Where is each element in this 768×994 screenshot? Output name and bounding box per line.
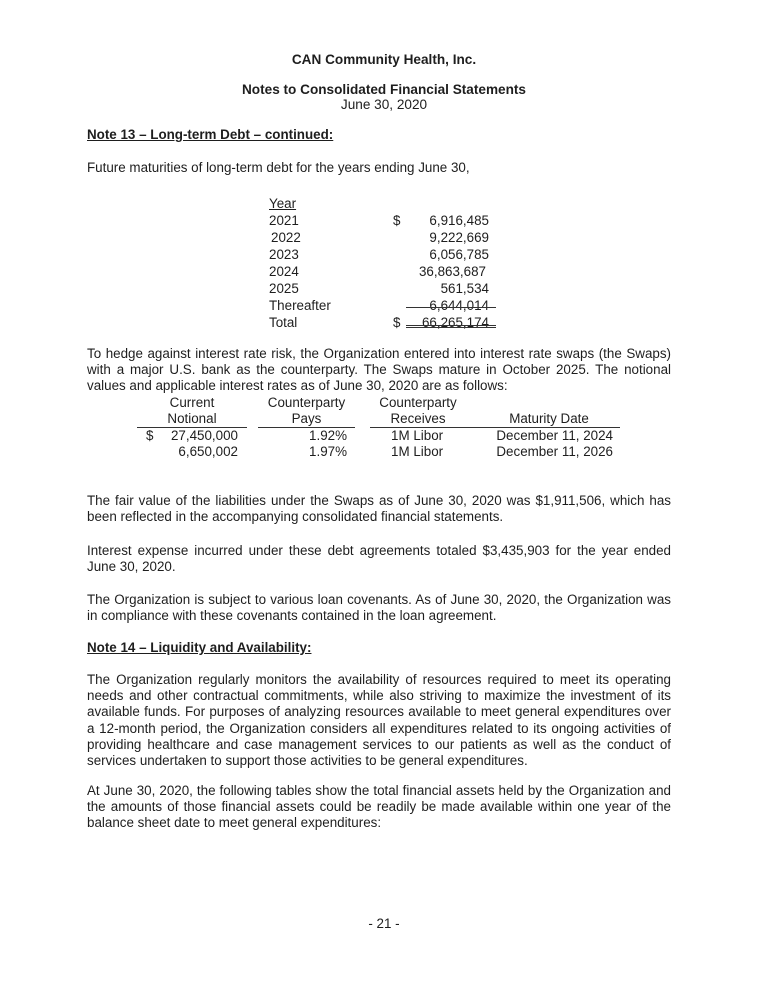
currency-symbol: $: [393, 315, 401, 330]
year-label: 2021: [269, 213, 299, 228]
amount: 561,534: [440, 281, 489, 296]
header-line: Receives: [390, 411, 446, 426]
amount: 6,916,485: [429, 213, 489, 228]
year-label: 2022: [271, 230, 301, 245]
header-line: Current: [169, 395, 215, 410]
maturities-table: [269, 195, 499, 331]
receives-value: 1M Libor: [391, 444, 444, 459]
table-row: [269, 280, 499, 297]
page-number: - 21 -: [368, 916, 400, 931]
notional-value: 6,650,002: [178, 444, 238, 459]
document-date: June 30, 2020: [340, 97, 428, 112]
header-pays: [258, 395, 355, 427]
subtotal-rule: [406, 307, 496, 308]
currency-symbol: $: [146, 428, 154, 443]
maturities-intro: Future maturities of long-term debt for the years ending June 30,: [87, 160, 470, 175]
year-label: 2023: [269, 247, 299, 262]
maturity-value: December 11, 2024: [496, 428, 613, 443]
header-line: Pays: [291, 411, 322, 426]
total-label: Total: [269, 315, 298, 330]
swaps-table: [0, 395, 768, 465]
total-row: [269, 314, 499, 331]
total-double-rule: [406, 325, 496, 328]
swaps-paragraph: To hedge against interest rate risk, the Organization entered into interest rate swaps (the Swaps) with a major U.S. bank as the counterparty. The Swaps mature in October 2025. The notional values and applicable interest rates as of June 30, 2020 are as follows:: [87, 346, 671, 394]
pays-value: 1.92%: [309, 428, 347, 443]
header-maturity: Maturity Date: [509, 411, 589, 426]
fair-value-paragraph: The fair value of the liabilities under the Swaps as of June 30, 2020 was $1,911,506, which has been reflected in the accompanying consolidated financial statements.: [87, 493, 671, 525]
amount: 9,222,669: [429, 230, 489, 245]
covenants-paragraph: The Organization is subject to various loan covenants. As of June 30, 2020, the Organization was in compliance with these covenants contained in the loan agreement.: [87, 592, 671, 624]
note-13-heading: Note 13 – Long-term Debt – continued:: [87, 127, 334, 142]
header-line: Counterparty: [379, 395, 457, 410]
amount: 6,644,014: [429, 298, 489, 313]
company-name: CAN Community Health, Inc.: [291, 52, 477, 67]
note-14-heading: Note 14 – Liquidity and Availability:: [87, 640, 312, 655]
table-row: [269, 212, 499, 229]
year-label: 2024: [269, 264, 299, 279]
header-receives: [370, 395, 466, 427]
table-row: [269, 297, 499, 314]
currency-symbol: $: [393, 213, 401, 228]
maturity-value: December 11, 2026: [496, 444, 613, 459]
table-row: [269, 246, 499, 263]
receives-value: 1M Libor: [391, 428, 444, 443]
header-line: Notional: [167, 411, 217, 426]
amount: 36,863,687: [418, 264, 486, 279]
amount: 6,056,785: [429, 247, 489, 262]
liquidity-paragraph: The Organization regularly monitors the availability of resources required to meet its operating needs and other contractual commitments, while also striving to maximize the investment of its available funds. For purposes of analyzing resources available to meet general expenditures over a 12-month period, the Organization considers all expenditures related to its ongoing activities of providing healthcare and case management services to our patients as well as the conduct of services undertaken to support those activities to be general expenditures.: [87, 672, 671, 769]
year-label: Thereafter: [269, 298, 331, 313]
interest-expense-paragraph: Interest expense incurred under these debt agreements totaled $3,435,903 for the year ended June 30, 2020.: [87, 543, 671, 575]
header-line: Counterparty: [267, 395, 346, 410]
table-row: [269, 229, 499, 246]
year-header: Year: [269, 196, 297, 211]
notional-value: 27,450,000: [170, 428, 238, 443]
financial-assets-paragraph: At June 30, 2020, the following tables show the total financial assets held by the Organization and the amounts of those financial assets could be readily be made available within one year of the balance sheet date to meet general expenditures:: [87, 783, 671, 831]
table-row: [269, 263, 499, 280]
document-title: Notes to Consolidated Financial Statements: [241, 82, 526, 97]
header-notional: [137, 395, 247, 427]
pays-value: 1.97%: [309, 444, 347, 459]
total-amount: 66,265,174: [421, 315, 489, 330]
year-label: 2025: [269, 281, 299, 296]
